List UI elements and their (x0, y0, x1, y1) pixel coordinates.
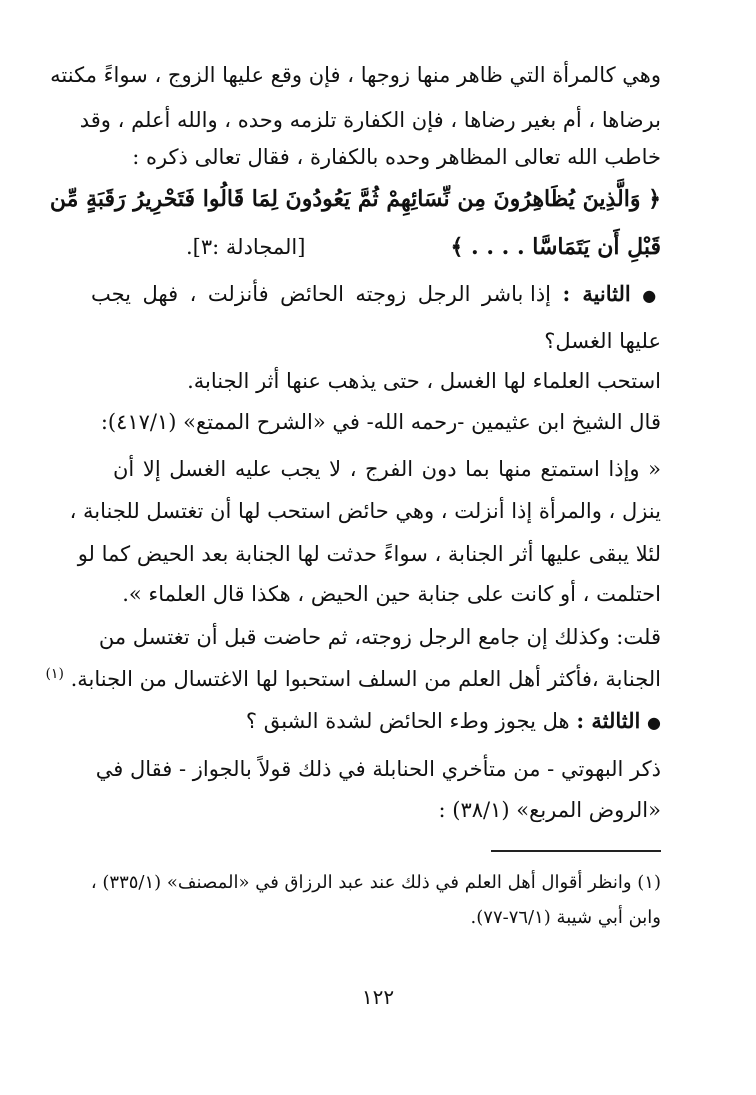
footnote-divider (491, 850, 661, 852)
text-line-15 (45, 662, 661, 702)
text-line-9: قال الشيخ ابن عثيمين -رحمه الله- في «الشرح الممتع» (٤١٧/١): (100, 410, 661, 434)
issue-three-heading (113, 704, 661, 744)
text-line-14: قلت: وكذلك إن جامع الرجل زوجته، ثم حاضت قبل أن تغتسل من (98, 625, 661, 649)
footnote-mark: (١) (45, 666, 64, 682)
issue-two-label: الثانية : (562, 281, 631, 306)
quote-line-1: « وإذا استمتع منها بما دون الفرج ، لا يجب عليه الغسل إلا أن (113, 457, 661, 481)
quran-verse-line-2 (91, 230, 661, 270)
issue-two-text: إذا باشر الرجل زوجته الحائض فأنزلت ، فهل يجب (91, 282, 552, 306)
footnote-line-1: (١) وانظر أقوال أهل العلم في ذلك عند عبد الرزاق في «المصنف» (٣٣٥/١) ، (90, 872, 661, 893)
issue-three-label: الثالثة : (576, 708, 641, 733)
text-line-8: استحب العلماء لها الغسل ، حتى يذهب عنها أثر الجنابة. (187, 369, 661, 393)
quote-line-3: لئلا يبقى عليها أثر الجنابة ، سواءً حدثت لها الجنابة بعد الحيض كما لو (77, 542, 661, 566)
quote-line-2: ينزل ، والمرأة إذا أنزلت ، وهي حائض استحب لها أن تغتسل للجنابة ، (69, 499, 661, 523)
footnote-line-2: وابن أبي شيبة (٧٦/١-٧٧). (470, 907, 661, 928)
issue-three-text: هل يجوز وطء الحائض لشدة الشبق ؟ (245, 709, 570, 733)
text-line-18: «الروض المربع» (٣٨/١) : (438, 798, 661, 822)
text-line-1: وهي كالمرأة التي ظاهر منها زوجها ، فإن وقع عليها الزوج ، سواءً مكنته (50, 63, 661, 87)
text-line-2: برضاها ، أم بغير رضاها ، فإن الكفارة تلزمه وحده ، والله أعلم ، وقد (79, 108, 661, 132)
text-line-17: ذكر البهوتي - من متأخري الحنابلة في ذلك قولاً بالجواز - فقال في (95, 757, 661, 781)
quran-verse-line-1: ﴿ وَالَّذِينَ يُظَاهِرُونَ مِن نِّسَائِهِمْ ثُمَّ يَعُودُونَ لِمَا قَالُوا فَتَحْرِيرُ رَقَبَةٍ مِّن (49, 186, 661, 212)
text-line-7: عليها الغسل؟ (544, 329, 661, 353)
bullet-icon: ● (647, 713, 661, 732)
quran-verse-end: قَبْلِ أَن يَتَمَاسَّا . . . . ﴾ (450, 234, 661, 260)
quote-line-4: احتلمت ، أو كانت على جنابة حين الحيض ، هكذا قال العلماء ». (122, 582, 661, 606)
issue-two-heading (91, 277, 661, 317)
bullet-icon: ● (642, 286, 661, 305)
page-number: ١٢٢ (361, 985, 395, 1009)
text-line-15-body: الجنابة ،فأكثر أهل العلم من السلف استحبوا لها الاغتسال من الجنابة. (70, 667, 661, 691)
text-line-3: خاطب الله تعالى المظاهر وحده بالكفارة ، فقال تعالى ذكره : (132, 145, 661, 169)
verse-reference: [المجادلة :٣]. (186, 235, 306, 259)
